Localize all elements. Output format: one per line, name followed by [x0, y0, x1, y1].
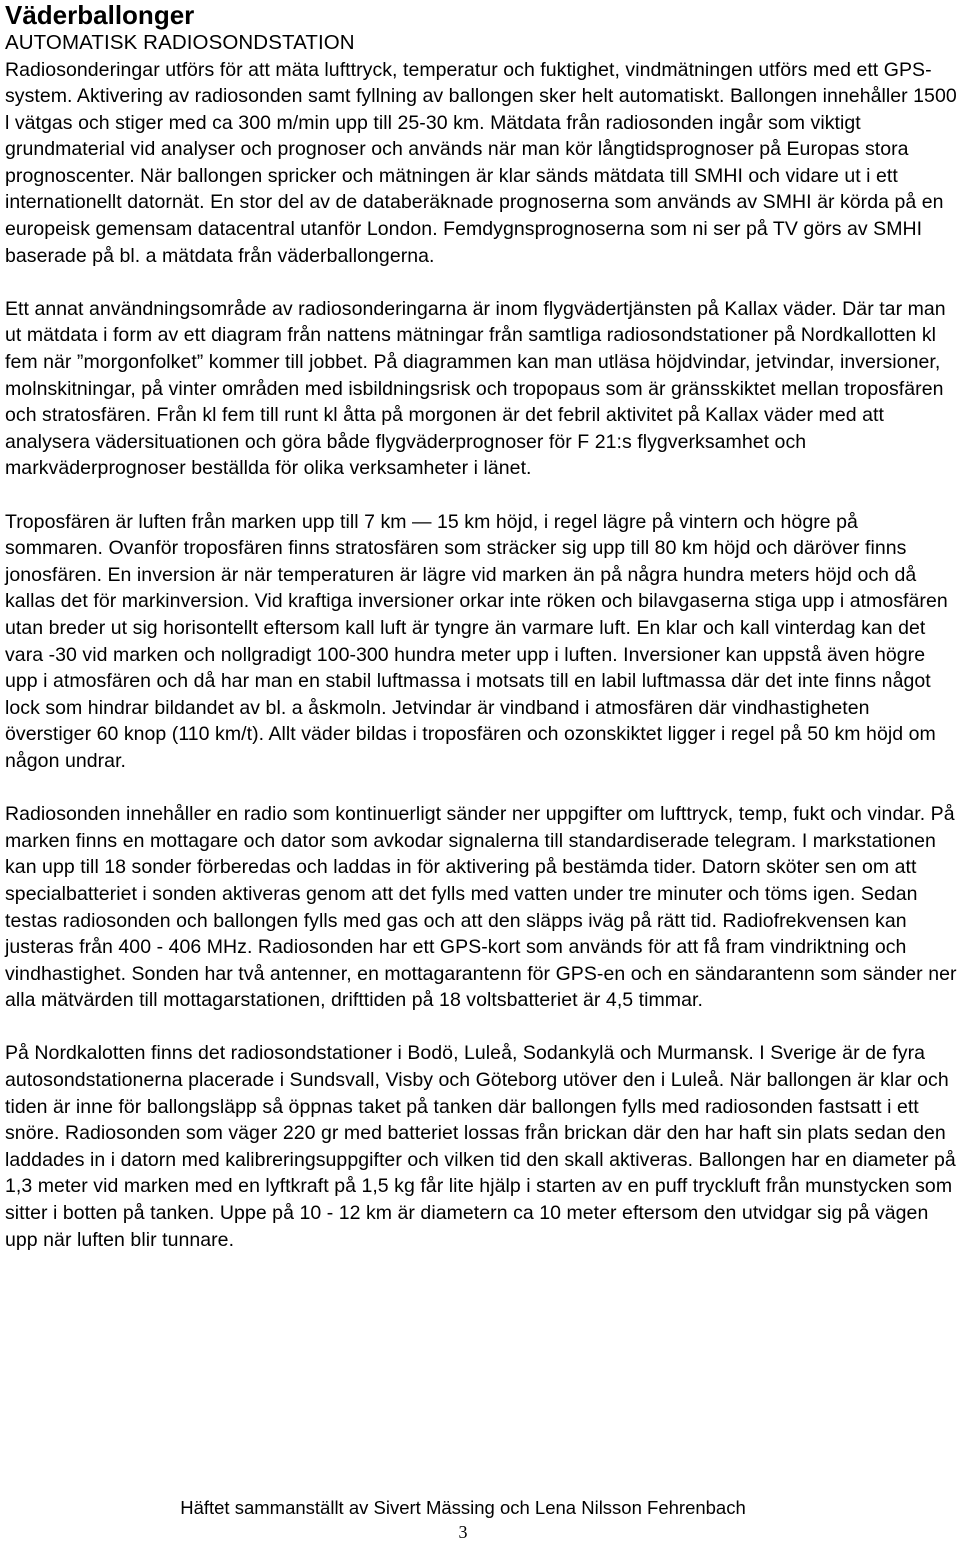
paragraph-radiosondering: Radiosonderingar utförs för att mäta lufttryck, temperatur och fuktighet, vindmätningen utförs med ett GPS-system. Aktivering av radiosonden samt fyllning av ballongen sker helt automatiskt. Ballongen innehåller 1500 l vätgas och stiger med ca 300 m/min upp till 25-30 km. Mätdata från radiosonden ingår som viktigt grundmaterial vid analyser och prognoser och används när man kör långtidsprognoser på Europas stora prognoscenter. När ballongen spricker och mätningen är klar sänds mätdata till SMHI och vidare ut i ett internationellt datornät. En stor del av de databeräknade prognoserna som används av SMHI är körda på en europeisk gemensam datacentral utanför London. Femdygnsprognoserna som ni ser på TV görs av SMHI baserade på bl. a mätdata från väderballongerna. [5, 58, 957, 267]
paragraph-flygvadertjanst: Ett annat användningsområde av radiosonderingarna är inom flygvädertjänsten på Kallax väder. Där tar man ut mätdata i form av ett diagram från nattens mätningar från samtliga radiosondstationer på Nordkallotten kl fem när ”morgonfolket” kommer till jobbet. På diagrammen kan man utläsa höjdvindar, jetvindar, inversioner, molnskitningar, på vinter områden med isbildningsrisk och tropopaus som är gränsskiktet mellan troposfären och stratosfären. Från kl fem till runt kl åtta på morgonen är det febril aktivitet på Kallax väder med att analysera vädersituationen och göra både flygväderprognoser för F 21:s flygverksamhet och markväderprognoser beställda för olika verksamheter i länet. [5, 297, 946, 480]
page-title: Väderballonger [5, 0, 195, 30]
paragraph-nordkalotten: På Nordkalotten finns det radiosondstationer i Bodö, Luleå, Sodankylä och Murmansk. I Sverige är de fyra autosondstationerna placerade i Sundsvall, Visby och Göteborg utöver den i Luleå. När ballongen är klar och tiden är inne för ballongsläpp så öppnas taket på tanken där ballongen fylls med radiosonden fastsatt i ett snöre. Radiosonden som väger 220 gr med batteriet lossas från brickan där den har haft sin plats sedan den laddades in i datorn med kalibreringsuppgifter och vilken tid den skall aktiveras. Ballongen har en diameter på 1,3 meter vid marken med en lyftkraft på 1,5 kg får lite hjälp i starten av en puff tryckluft från munstycken som sitter i botten på tanken. Uppe på 10 - 12 km är diametern ca 10 meter eftersom den utvidgar sig på vägen upp när luften blir tunnare. [5, 1042, 956, 1251]
paragraph-troposfaren: Troposfären är luften från marken upp till 7 km — 15 km höjd, i regel lägre på vintern och högre på sommaren. Ovanför troposfären finns stratosfären som sträcker sig upp till 80 km höjd och däröver finns jonosfären. En inversion är när temperaturen är lägre vid marken än på några hundra meters höjd och då kallas det för markinversion. Vid kraftiga inversioner orkar inte röken och bilavgaserna stiga upp i atmosfären utan breder ut sig horisontellt eftersom kall luft är tyngre än varmare luft. En klar och kall vinterdag kan det vara -30 vid marken och nollgradigt 100-300 hundra meter upp i luften. Inversioner kan uppstå även högre upp i atmosfären och då har man en stabil luftmassa i motsats till en labil luftmassa där det inte finns något lock som hindrar bildandet av bl. a åskmoln. Jetvindar är vindband i atmosfären där vindhastigheten överstiger 60 knop (110 km/t). Allt väder bildas i troposfären och ozonskiktet ligger i regel på 50 km höjd om någon undrar. [5, 510, 948, 772]
page-number: 3 [458, 1522, 468, 1542]
document-page [5, 0, 957, 1253]
page-footer: Häftet sammanställt av Sivert Mässing och Lena Nilsson Fehrenbach [180, 1497, 746, 1518]
section-subtitle: AUTOMATISK RADIOSONDSTATION [5, 31, 355, 54]
paragraph-radiosonden: Radiosonden innehåller en radio som kontinuerligt sänder ner uppgifter om lufttryck, temp, fukt och vindar. På marken finns en mottagare och dator som avkodar signalerna till standardiserade telegram. I markstationen kan upp till 18 sonder förberedas och laddas in för aktivering på bestämda tider. Datorn sköter sen om att specialbatteriet i sonden aktiveras genom att det fylls med vatten under tre minuter och töms igen. Sedan testas radiosonden och ballongen fylls med gas och att den släpps iväg på rätt tid. Radiofrekvensen kan justeras från 400 - 406 MHz. Radiosonden har ett GPS-kort som används för att få fram vindriktning och vindhastighet. Sonden har två antenner, en mottagarantenn för GPS-en och en sändarantenn som sänder ner alla mätvärden till mottagarstationen, drifttiden på 18 voltsbatteriet är 4,5 timmar. [5, 803, 957, 1012]
